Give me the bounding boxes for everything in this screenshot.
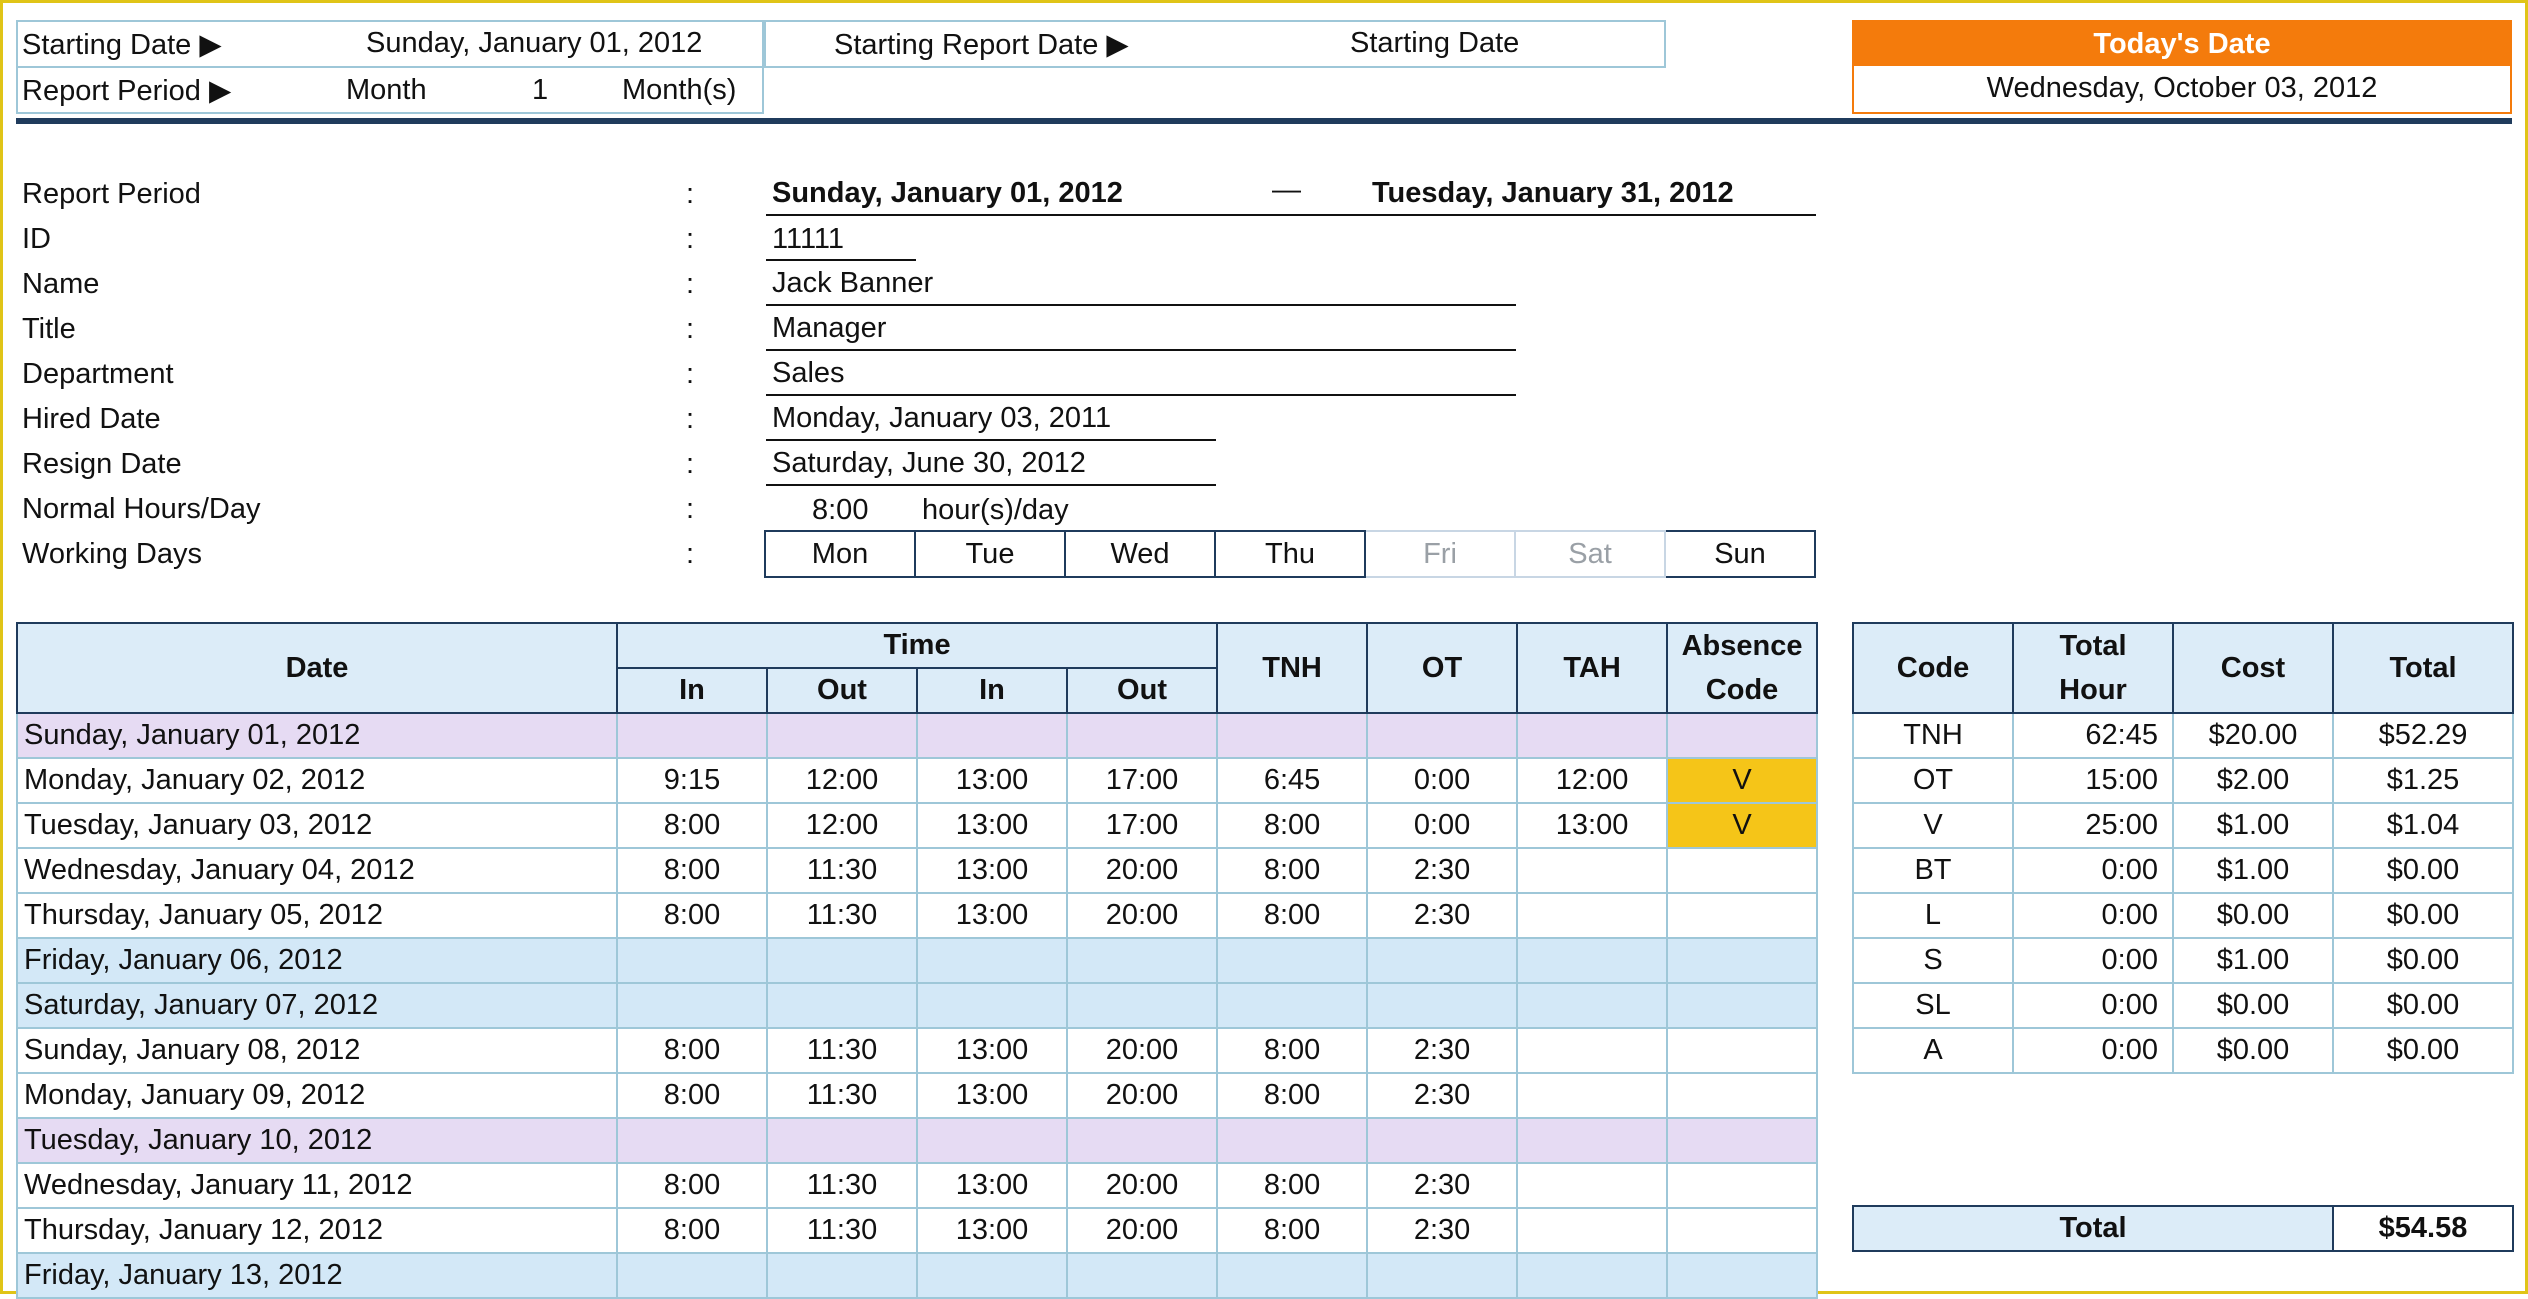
- table-row: [17, 983, 1817, 1028]
- out1-cell[interactable]: [767, 1253, 917, 1298]
- absence-header-line2: Code: [1705, 674, 1779, 706]
- summary-total: $0.00: [2333, 938, 2513, 983]
- working-day-tue[interactable]: Tue: [915, 531, 1065, 577]
- summary-cost[interactable]: $0.00: [2173, 1028, 2333, 1073]
- tah-cell[interactable]: [1517, 848, 1667, 893]
- summary-row: [1853, 713, 2513, 758]
- table-row: [17, 938, 1817, 983]
- ot-cell: 2:30: [1367, 848, 1517, 893]
- col-header-in2: In: [917, 668, 1067, 713]
- summary-total: $0.00: [2333, 983, 2513, 1028]
- tah-cell[interactable]: [1517, 983, 1667, 1028]
- col-header-in1: In: [617, 668, 767, 713]
- total-hour-line2: Hour: [2059, 674, 2127, 706]
- starting-date-value[interactable]: Sunday, January 01, 2012: [366, 27, 703, 59]
- summary-hours: 0:00: [2013, 983, 2173, 1028]
- date-cell: Wednesday, January 11, 2012: [17, 1163, 617, 1208]
- in1-cell[interactable]: [617, 1253, 767, 1298]
- date-cell: Saturday, January 07, 2012: [17, 983, 617, 1028]
- period-end: Tuesday, January 31, 2012: [1372, 177, 1734, 209]
- col-header-tnh: TNH: [1217, 623, 1367, 713]
- department-value[interactable]: Sales: [772, 357, 845, 389]
- in2-cell[interactable]: 13:00: [917, 803, 1067, 848]
- in2-cell[interactable]: 13:00: [917, 1073, 1067, 1118]
- in1-cell[interactable]: 8:00: [617, 1028, 767, 1073]
- ot-cell: 2:30: [1367, 1028, 1517, 1073]
- col-header-absence-code: [1667, 623, 1817, 713]
- tnh-cell: 8:00: [1217, 1208, 1367, 1253]
- ot-cell: 2:30: [1367, 1073, 1517, 1118]
- ot-cell: 0:00: [1367, 803, 1517, 848]
- report-period-suffix: Month(s): [622, 74, 737, 106]
- date-cell: Sunday, January 01, 2012: [17, 713, 617, 758]
- ot-cell: 0:00: [1367, 758, 1517, 803]
- working-day-sat[interactable]: Sat: [1515, 531, 1665, 577]
- summary-cost[interactable]: $0.00: [2173, 983, 2333, 1028]
- out1-cell[interactable]: 11:30: [767, 1028, 917, 1073]
- summary-row: [1853, 1028, 2513, 1073]
- in1-cell[interactable]: [617, 713, 767, 758]
- summary-row: [1853, 803, 2513, 848]
- in2-cell[interactable]: 13:00: [917, 1208, 1067, 1253]
- hired-date-value[interactable]: Monday, January 03, 2011: [772, 402, 1112, 434]
- in2-cell[interactable]: 13:00: [917, 848, 1067, 893]
- out1-cell[interactable]: [767, 983, 917, 1028]
- name-value[interactable]: Jack Banner: [772, 267, 934, 299]
- colon: :: [686, 313, 695, 345]
- out1-cell[interactable]: 12:00: [767, 803, 917, 848]
- summary-row: [1853, 983, 2513, 1028]
- in2-cell[interactable]: [917, 1253, 1067, 1298]
- working-day-sun[interactable]: Sun: [1665, 531, 1815, 577]
- summary-hours: 0:00: [2013, 848, 2173, 893]
- out2-cell[interactable]: 20:00: [1067, 1163, 1217, 1208]
- out2-cell[interactable]: 20:00: [1067, 1028, 1217, 1073]
- table-row: [17, 1028, 1817, 1073]
- col-header-date: Date: [17, 623, 617, 713]
- out2-cell[interactable]: [1067, 713, 1217, 758]
- table-row: [17, 1253, 1817, 1298]
- tah-cell[interactable]: [1517, 1073, 1667, 1118]
- out2-cell[interactable]: 20:00: [1067, 1073, 1217, 1118]
- table-row: [17, 848, 1817, 893]
- grand-total-value: $54.58: [2333, 1206, 2513, 1251]
- colon: :: [686, 358, 695, 390]
- summary-total: $0.00: [2333, 848, 2513, 893]
- summary-table: [1852, 622, 2514, 1074]
- in1-cell[interactable]: 8:00: [617, 1163, 767, 1208]
- report-period-unit[interactable]: Month: [346, 74, 427, 106]
- grand-total-table: [1852, 1205, 2514, 1252]
- date-cell: Sunday, January 08, 2012: [17, 1028, 617, 1073]
- label-department: Department: [22, 358, 174, 390]
- out1-cell[interactable]: 11:30: [767, 848, 917, 893]
- ot-cell: [1367, 713, 1517, 758]
- resign-date-underline: [766, 484, 1216, 486]
- summary-header-cost: Cost: [2173, 623, 2333, 713]
- out2-cell[interactable]: 20:00: [1067, 1208, 1217, 1253]
- tnh-cell: [1217, 713, 1367, 758]
- working-day-mon[interactable]: Mon: [765, 531, 915, 577]
- summary-code: BT: [1853, 848, 2013, 893]
- summary-total: $0.00: [2333, 893, 2513, 938]
- colon: :: [686, 493, 695, 525]
- normal-hours-unit: hour(s)/day: [922, 494, 1069, 526]
- summary-code: V: [1853, 803, 2013, 848]
- tnh-cell: 8:00: [1217, 1073, 1367, 1118]
- absence-code-cell[interactable]: V: [1667, 758, 1817, 803]
- in2-cell[interactable]: [917, 1118, 1067, 1163]
- summary-header-code: Code: [1853, 623, 2013, 713]
- summary-row: [1853, 758, 2513, 803]
- period-underline: [766, 214, 1816, 216]
- out2-cell[interactable]: [1067, 1253, 1217, 1298]
- in2-cell[interactable]: [917, 713, 1067, 758]
- tah-cell[interactable]: [1517, 713, 1667, 758]
- label-normal-hours: Normal Hours/Day: [22, 493, 261, 525]
- working-day-wed[interactable]: Wed: [1065, 531, 1215, 577]
- total-hour-line1: Total: [2059, 630, 2127, 662]
- colon: :: [686, 178, 695, 210]
- col-header-time: Time: [617, 623, 1217, 668]
- in1-cell[interactable]: [617, 938, 767, 983]
- title-value[interactable]: Manager: [772, 312, 887, 344]
- summary-header-total-hour: [2013, 623, 2173, 713]
- summary-hours: 0:00: [2013, 938, 2173, 983]
- department-underline: [766, 394, 1516, 396]
- tah-cell[interactable]: 12:00: [1517, 758, 1667, 803]
- tah-cell[interactable]: [1517, 893, 1667, 938]
- date-cell: Wednesday, January 04, 2012: [17, 848, 617, 893]
- timesheet-table: [16, 622, 1818, 1299]
- absence-code-cell[interactable]: [1667, 938, 1817, 983]
- ot-cell: 2:30: [1367, 893, 1517, 938]
- summary-code: A: [1853, 1028, 2013, 1073]
- summary-total: $1.25: [2333, 758, 2513, 803]
- summary-total: $0.00: [2333, 1028, 2513, 1073]
- tah-cell[interactable]: [1517, 1028, 1667, 1073]
- summary-cost[interactable]: $20.00: [2173, 713, 2333, 758]
- out1-cell[interactable]: [767, 938, 917, 983]
- table-row: [17, 803, 1817, 848]
- absence-code-cell[interactable]: [1667, 893, 1817, 938]
- out2-cell[interactable]: [1067, 1118, 1217, 1163]
- table-row: [17, 758, 1817, 803]
- tnh-cell: 8:00: [1217, 803, 1367, 848]
- absence-code-cell[interactable]: [1667, 848, 1817, 893]
- tah-cell[interactable]: [1517, 1208, 1667, 1253]
- summary-row: [1853, 938, 2513, 983]
- in2-cell[interactable]: 13:00: [917, 1028, 1067, 1073]
- table-row: [17, 713, 1817, 758]
- in2-cell[interactable]: 13:00: [917, 893, 1067, 938]
- summary-total: $52.29: [2333, 713, 2513, 758]
- summary-row: [1853, 848, 2513, 893]
- summary-hours: 15:00: [2013, 758, 2173, 803]
- summary-code: TNH: [1853, 713, 2013, 758]
- todays-date-label: Today's Date: [1854, 22, 2510, 66]
- summary-hours: 25:00: [2013, 803, 2173, 848]
- summary-hours: 62:45: [2013, 713, 2173, 758]
- colon: :: [686, 448, 695, 480]
- absence-code-cell[interactable]: V: [1667, 803, 1817, 848]
- absence-code-cell[interactable]: [1667, 1253, 1817, 1298]
- summary-header-total: Total: [2333, 623, 2513, 713]
- period-start: Sunday, January 01, 2012: [772, 177, 1123, 209]
- absence-code-cell[interactable]: [1667, 1073, 1817, 1118]
- summary-cost[interactable]: $0.00: [2173, 893, 2333, 938]
- summary-code: OT: [1853, 758, 2013, 803]
- in1-cell[interactable]: 8:00: [617, 893, 767, 938]
- hired-date-underline: [766, 439, 1216, 441]
- date-cell: Monday, January 02, 2012: [17, 758, 617, 803]
- in2-cell[interactable]: [917, 983, 1067, 1028]
- out2-cell[interactable]: 17:00: [1067, 803, 1217, 848]
- tnh-cell: [1217, 1118, 1367, 1163]
- working-day-fri[interactable]: Fri: [1365, 531, 1515, 577]
- tah-cell[interactable]: [1517, 1253, 1667, 1298]
- report-period-label: Report Period ▶: [22, 75, 232, 107]
- out2-cell[interactable]: [1067, 938, 1217, 983]
- summary-total: $1.04: [2333, 803, 2513, 848]
- ot-cell: [1367, 983, 1517, 1028]
- todays-date-panel: [1852, 20, 2512, 114]
- out1-cell[interactable]: [767, 1118, 917, 1163]
- out2-cell[interactable]: 17:00: [1067, 758, 1217, 803]
- summary-row: [1853, 893, 2513, 938]
- tnh-cell: 8:00: [1217, 893, 1367, 938]
- in2-cell[interactable]: [917, 938, 1067, 983]
- summary-cost[interactable]: $1.00: [2173, 938, 2333, 983]
- tnh-cell: 8:00: [1217, 848, 1367, 893]
- summary-cost[interactable]: $1.00: [2173, 803, 2333, 848]
- table-row: [17, 1073, 1817, 1118]
- table-row: [17, 1163, 1817, 1208]
- normal-hours-value[interactable]: 8:00: [812, 494, 869, 526]
- tnh-cell: [1217, 938, 1367, 983]
- label-title: Title: [22, 313, 76, 345]
- absence-header-line1: Absence: [1681, 630, 1803, 662]
- date-cell: Monday, January 09, 2012: [17, 1073, 617, 1118]
- date-cell: Thursday, January 05, 2012: [17, 893, 617, 938]
- starting-report-date-label: Starting Report Date ▶: [834, 29, 1129, 61]
- tnh-cell: [1217, 1253, 1367, 1298]
- label-resign-date: Resign Date: [22, 448, 182, 480]
- absence-code-cell[interactable]: [1667, 1118, 1817, 1163]
- tah-cell[interactable]: [1517, 1118, 1667, 1163]
- label-working-days: Working Days: [22, 538, 202, 570]
- out1-cell[interactable]: [767, 713, 917, 758]
- working-days-grid: [764, 530, 1816, 578]
- in1-cell[interactable]: 8:00: [617, 1208, 767, 1253]
- label-id: ID: [22, 223, 51, 255]
- name-underline: [766, 304, 1516, 306]
- summary-cost[interactable]: $2.00: [2173, 758, 2333, 803]
- col-header-ot: OT: [1367, 623, 1517, 713]
- ot-cell: [1367, 1118, 1517, 1163]
- col-header-out2: Out: [1067, 668, 1217, 713]
- date-cell: Friday, January 06, 2012: [17, 938, 617, 983]
- in2-cell[interactable]: 13:00: [917, 758, 1067, 803]
- tnh-cell: 6:45: [1217, 758, 1367, 803]
- in1-cell[interactable]: [617, 983, 767, 1028]
- table-row: [17, 1208, 1817, 1253]
- col-header-out1: Out: [767, 668, 917, 713]
- tnh-cell: [1217, 983, 1367, 1028]
- date-cell: Tuesday, January 10, 2012: [17, 1118, 617, 1163]
- todays-date-value: Wednesday, October 03, 2012: [1986, 72, 2378, 104]
- ot-cell: [1367, 938, 1517, 983]
- in1-cell[interactable]: 9:15: [617, 758, 767, 803]
- in1-cell[interactable]: 8:00: [617, 1073, 767, 1118]
- tnh-cell: 8:00: [1217, 1028, 1367, 1073]
- out2-cell[interactable]: 20:00: [1067, 848, 1217, 893]
- report-period-count[interactable]: 1: [532, 74, 549, 106]
- date-cell: Tuesday, January 03, 2012: [17, 803, 617, 848]
- col-header-tah: TAH: [1517, 623, 1667, 713]
- working-day-thu[interactable]: Thu: [1215, 531, 1365, 577]
- starting-report-date-value[interactable]: Starting Date: [1350, 27, 1520, 59]
- ot-cell: 2:30: [1367, 1163, 1517, 1208]
- label-report-period: Report Period: [22, 178, 201, 210]
- summary-cost[interactable]: $1.00: [2173, 848, 2333, 893]
- date-cell: Thursday, January 12, 2012: [17, 1208, 617, 1253]
- id-value[interactable]: 11111: [772, 223, 845, 255]
- out1-cell[interactable]: 11:30: [767, 1163, 917, 1208]
- summary-hours: 0:00: [2013, 893, 2173, 938]
- absence-code-cell[interactable]: [1667, 713, 1817, 758]
- colon: :: [686, 403, 695, 435]
- out1-cell[interactable]: 12:00: [767, 758, 917, 803]
- absence-code-cell[interactable]: [1667, 1163, 1817, 1208]
- ot-cell: [1367, 1253, 1517, 1298]
- summary-hours: 0:00: [2013, 1028, 2173, 1073]
- out2-cell[interactable]: [1067, 983, 1217, 1028]
- absence-code-cell[interactable]: [1667, 1028, 1817, 1073]
- ot-cell: 2:30: [1367, 1208, 1517, 1253]
- date-cell: Friday, January 13, 2012: [17, 1253, 617, 1298]
- grand-total-label: Total: [1853, 1206, 2333, 1251]
- in1-cell[interactable]: 8:00: [617, 848, 767, 893]
- tah-cell[interactable]: 13:00: [1517, 803, 1667, 848]
- tah-cell[interactable]: [1517, 938, 1667, 983]
- label-hired-date: Hired Date: [22, 403, 161, 435]
- summary-code: L: [1853, 893, 2013, 938]
- starting-date-label: Starting Date ▶: [22, 29, 222, 61]
- out1-cell[interactable]: 11:30: [767, 1208, 917, 1253]
- in2-cell[interactable]: 13:00: [917, 1163, 1067, 1208]
- in1-cell[interactable]: [617, 1118, 767, 1163]
- resign-date-value[interactable]: Saturday, June 30, 2012: [772, 447, 1086, 479]
- colon: :: [686, 268, 695, 300]
- id-underline: [766, 259, 916, 261]
- summary-code: SL: [1853, 983, 2013, 1028]
- timesheet-body: [17, 713, 1817, 1298]
- tnh-cell: 8:00: [1217, 1163, 1367, 1208]
- colon: :: [686, 538, 695, 570]
- tah-cell[interactable]: [1517, 1163, 1667, 1208]
- absence-code-cell[interactable]: [1667, 1208, 1817, 1253]
- absence-code-cell[interactable]: [1667, 983, 1817, 1028]
- out1-cell[interactable]: 11:30: [767, 1073, 917, 1118]
- label-name: Name: [22, 268, 100, 300]
- out2-cell[interactable]: 20:00: [1067, 893, 1217, 938]
- header-divider: [16, 118, 2512, 124]
- table-row: [17, 893, 1817, 938]
- table-row: [17, 1118, 1817, 1163]
- colon: :: [686, 223, 695, 255]
- period-dash: —: [1272, 174, 1301, 206]
- summary-code: S: [1853, 938, 2013, 983]
- out1-cell[interactable]: 11:30: [767, 893, 917, 938]
- title-underline: [766, 349, 1516, 351]
- in1-cell[interactable]: 8:00: [617, 803, 767, 848]
